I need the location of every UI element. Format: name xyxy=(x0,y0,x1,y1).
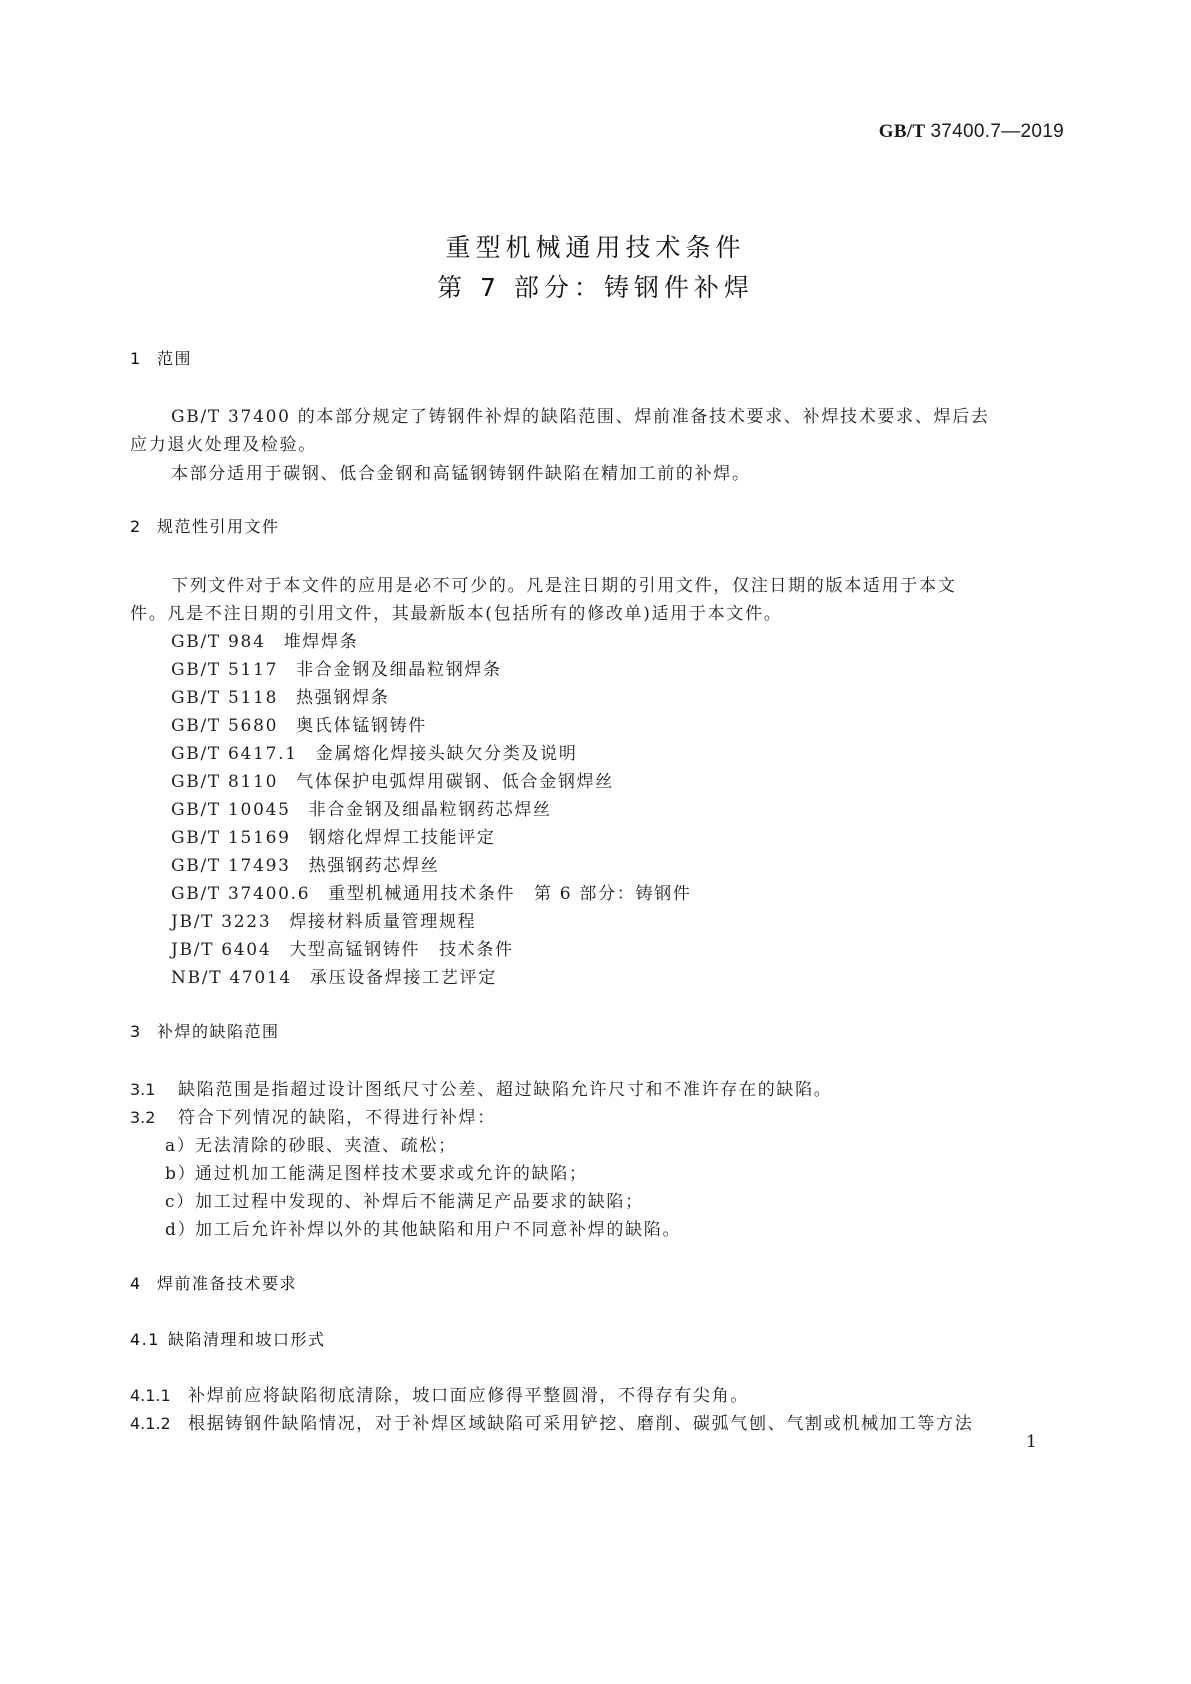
paragraph: 下列文件对于本文件的应用是必不可少的。凡是注日期的引用文件，仅注日期的版本适用于本文 xyxy=(171,576,957,596)
list-label: c） xyxy=(165,1192,195,1212)
clause-text: 补焊前应将缺陷彻底清除，坡口面应修得平整圆滑，不得存有尖角。 xyxy=(188,1386,749,1406)
reference-title: 焊接材料质量管理规程 xyxy=(289,912,477,932)
reference-title: 钢熔化焊焊工技能评定 xyxy=(308,828,496,848)
section-number: 1 xyxy=(130,349,142,368)
reference-title: 重型机械通用技术条件 第 6 部分：铸钢件 xyxy=(328,884,692,904)
document-title: 重型机械通用技术条件 xyxy=(445,233,746,262)
reference-code: GB/T 15169 xyxy=(171,828,291,848)
clause-text: 缺陷范围是指超过设计图纸尺寸公差、超过缺陷允许尺寸和不准许存在的缺陷。 xyxy=(178,1080,833,1100)
reference-item xyxy=(171,739,578,764)
subsection-number: 4.1 xyxy=(130,1330,160,1349)
reference-code: GB/T 17493 xyxy=(171,856,291,876)
reference-title: 承压设备焊接工艺评定 xyxy=(309,968,497,988)
paragraph: 本部分适用于碳钢、低合金钢和高锰钢铸钢件缺陷在精加工前的补焊。 xyxy=(171,464,751,484)
section-4-heading xyxy=(130,1271,297,1294)
document-subtitle: 第 7 部分：铸钢件补焊 xyxy=(437,273,754,302)
subsection-4-1-heading xyxy=(130,1327,326,1350)
standard-number: 37400.7—2019 xyxy=(930,121,1064,142)
paragraph: GB/T 37400 的本部分规定了铸钢件补焊的缺陷范围、焊前准备技术要求、补焊技术要求、焊后去 xyxy=(171,407,990,427)
list-text: 加工过程中发现的、补焊后不能满足产品要求的缺陷； xyxy=(195,1192,644,1212)
reference-code: GB/T 8110 xyxy=(171,772,279,792)
list-label: d） xyxy=(165,1220,197,1240)
reference-code: GB/T 6417.1 xyxy=(171,744,298,764)
clause-number: 3.1 xyxy=(130,1080,156,1099)
clause xyxy=(130,1409,973,1434)
subsection-title: 缺陷清理和坡口形式 xyxy=(168,1330,326,1349)
reference-item xyxy=(171,879,692,904)
section-title: 范围 xyxy=(157,349,193,368)
reference-item xyxy=(171,907,476,932)
reference-item xyxy=(171,851,440,876)
reference-code: GB/T 37400.6 xyxy=(171,884,311,904)
reference-item xyxy=(171,711,427,736)
list-item xyxy=(165,1159,588,1184)
list-item xyxy=(165,1187,644,1212)
list-text: 无法清除的砂眼、夹渣、疏松； xyxy=(195,1136,457,1156)
reference-title: 非合金钢及细晶粒钢药芯焊丝 xyxy=(308,800,552,820)
reference-code: GB/T 5680 xyxy=(171,716,279,736)
paragraph: 应力退火处理及检验。 xyxy=(130,435,317,455)
section-3-heading xyxy=(130,1019,280,1042)
reference-title: 金属熔化焊接头缺欠分类及说明 xyxy=(315,744,578,764)
reference-title: 气体保护电弧焊用碳钢、低合金钢焊丝 xyxy=(296,772,615,792)
standard-code xyxy=(879,121,1064,143)
reference-item xyxy=(171,627,358,652)
list-item xyxy=(165,1215,681,1240)
reference-code: GB/T 10045 xyxy=(171,800,291,820)
reference-code: JB/T 3223 xyxy=(171,912,272,932)
clause xyxy=(130,1103,496,1128)
reference-code: GB/T 5117 xyxy=(171,660,279,680)
reference-item xyxy=(171,795,552,820)
clause xyxy=(130,1381,749,1406)
reference-item xyxy=(171,683,390,708)
list-text: 通过机加工能满足图样技术要求或允许的缺陷； xyxy=(195,1164,588,1184)
clause-number: 4.1.2 xyxy=(130,1414,171,1433)
list-label: b） xyxy=(165,1164,197,1184)
page-number: 1 xyxy=(1026,1432,1037,1452)
reference-item xyxy=(171,823,496,848)
reference-title: 非合金钢及细晶粒钢焊条 xyxy=(296,660,502,680)
reference-code: JB/T 6404 xyxy=(171,940,272,960)
reference-code: NB/T 47014 xyxy=(171,968,292,988)
paragraph: 件。凡是不注日期的引用文件，其最新版本(包括所有的修改单)适用于本文件。 xyxy=(130,604,783,624)
clause xyxy=(130,1075,833,1100)
list-text: 加工后允许补焊以外的其他缺陷和用户不同意补焊的缺陷。 xyxy=(195,1220,682,1240)
section-title: 焊前准备技术要求 xyxy=(157,1274,298,1293)
section-number: 2 xyxy=(130,517,142,536)
section-title: 补焊的缺陷范围 xyxy=(157,1022,280,1041)
reference-item xyxy=(171,767,614,792)
section-number: 3 xyxy=(130,1022,142,1041)
list-item xyxy=(165,1131,457,1156)
clause-text: 根据铸钢件缺陷情况，对于补焊区域缺陷可采用铲挖、磨削、碳弧气刨、气割或机械加工等方法 xyxy=(188,1414,974,1434)
reference-title: 热强钢焊条 xyxy=(296,688,390,708)
reference-code: GB/T 5118 xyxy=(171,688,279,708)
clause-text: 符合下列情况的缺陷，不得进行补焊： xyxy=(178,1108,496,1128)
section-number: 4 xyxy=(130,1274,142,1293)
clause-number: 3.2 xyxy=(130,1108,156,1127)
reference-code: GB/T 984 xyxy=(171,632,266,652)
reference-title: 大型高锰钢铸件 技术条件 xyxy=(289,940,514,960)
reference-item xyxy=(171,935,514,960)
section-1-heading xyxy=(130,346,192,369)
reference-title: 堆焊焊条 xyxy=(283,632,359,652)
reference-item xyxy=(171,963,497,988)
list-label: a） xyxy=(165,1136,196,1156)
section-title: 规范性引用文件 xyxy=(157,517,280,536)
reference-title: 热强钢药芯焊丝 xyxy=(308,856,440,876)
reference-item xyxy=(171,655,502,680)
reference-title: 奥氏体锰钢铸件 xyxy=(296,716,428,736)
standard-prefix: GB/T xyxy=(878,121,926,142)
clause-number: 4.1.1 xyxy=(130,1386,171,1405)
section-2-heading xyxy=(130,514,280,537)
